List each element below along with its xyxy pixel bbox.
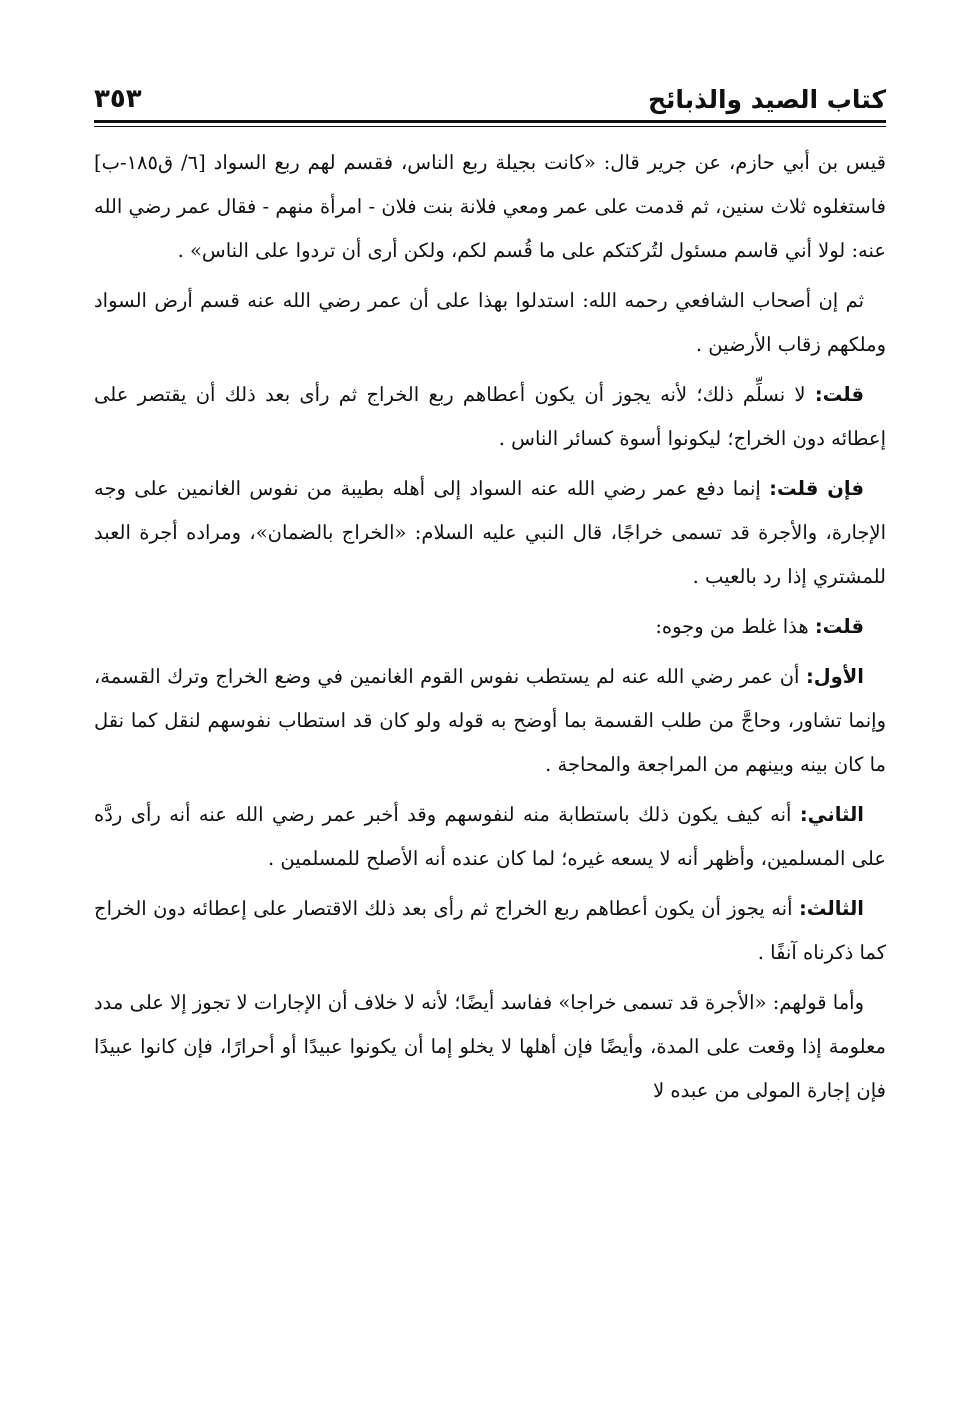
header-rule-thin — [94, 126, 886, 127]
paragraph-2 — [94, 279, 886, 367]
paragraph-5 — [94, 605, 886, 649]
document-page — [94, 70, 886, 1119]
paragraph-text: هذا غلط من وجوه: — [655, 615, 815, 638]
paragraph-4 — [94, 467, 886, 599]
page-number: ٣٥٣ — [94, 84, 142, 114]
running-header — [94, 70, 886, 118]
paragraph-text: أنه يجوز أن يكون أعطاهم ربع الخراج ثم رأى بعد ذلك الاقتصار على إعطائه دون الخراج كما ذكرناه آنفًا . — [94, 897, 886, 964]
header-rule — [94, 120, 886, 123]
paragraph-text: أن عمر رضي الله عنه لم يستطب نفوس القوم الغانمين في وضع الخراج وترك القسمة، وإنما تشاور، وحاجَّ من طلب القسمة بما أوضح به قوله ولو كان قد استطاب نفوسهم لنقل كما نقل ما كان بينه وبينهم من المراجعة والمحاجة . — [94, 665, 886, 776]
paragraph-lead: الثاني: — [799, 803, 864, 826]
paragraph-text: أنه كيف يكون ذلك باستطابة منه لنفوسهم وقد أخبر عمر رضي الله عنه أنه رأى ردَّه على المسلمين، وأظهر أنه لا يسعه غيره؛ لما كان عنده أنه الأصلح للمسلمين . — [94, 803, 886, 870]
paragraph-lead: الأول: — [805, 665, 864, 688]
paragraph-3 — [94, 373, 886, 461]
paragraph-lead: فإن قلت: — [769, 477, 864, 500]
paragraph-8 — [94, 887, 886, 975]
paragraph-text: قيس بن أبي حازم، عن جرير قال: «كانت بجيلة ربع الناس، فقسم لهم ربع السواد [٦/ ق١٨٥-ب] فاستغلوه ثلاث سنين، ثم قدمت على عمر ومعي فلانة بنت فلان - امرأة منهم - فقال عمر رضي الله عنه: لولا أني قاسم مسئول لتُركتكم على ما قُسم لكم، ولكن أرى أن تردوا على الناس» . — [94, 151, 886, 262]
paragraph-lead: قلت: — [814, 383, 864, 406]
paragraph-text: وأما قولهم: «الأجرة قد تسمى خراجا» ففاسد أيضًا؛ لأنه لا خلاف أن الإجارات لا تجوز إلا على مدد معلومة إذا وقعت على المدة، وأيضًا فإن أهلها لا يخلو إما أن يكونوا عبيدًا أو أحرارًا، فإن كانوا عبيدًا فإن إجارة المولى من عبده لا — [94, 991, 886, 1102]
paragraph-lead: قلت: — [814, 615, 864, 638]
paragraph-lead: الثالث: — [798, 897, 864, 920]
paragraph-text: إنما دفع عمر رضي الله عنه السواد إلى أهله بطيبة من نفوس الغانمين على وجه الإجارة، والأجرة قد تسمى خراجًا، قال النبي عليه السلام: «الخراج بالضمان»، ومراده أجرة العبد للمشتري إذا رد بالعيب . — [94, 477, 886, 588]
paragraph-9 — [94, 981, 886, 1113]
running-title: كتاب الصيد والذبائح — [647, 85, 886, 114]
paragraph-text: ثم إن أصحاب الشافعي رحمه الله: استدلوا بهذا على أن عمر رضي الله عنه قسم أرض السواد وملكهم زقاب الأرضين . — [94, 289, 886, 356]
paragraph-6 — [94, 655, 886, 787]
paragraph-text: لا نسلِّم ذلك؛ لأنه يجوز أن يكون أعطاهم ربع الخراج ثم رأى بعد ذلك أن يقتصر على إعطائه دون الخراج؛ ليكونوا أسوة كسائر الناس . — [94, 383, 886, 450]
body-text — [94, 141, 886, 1113]
paragraph-7 — [94, 793, 886, 881]
paragraph-1 — [94, 141, 886, 273]
